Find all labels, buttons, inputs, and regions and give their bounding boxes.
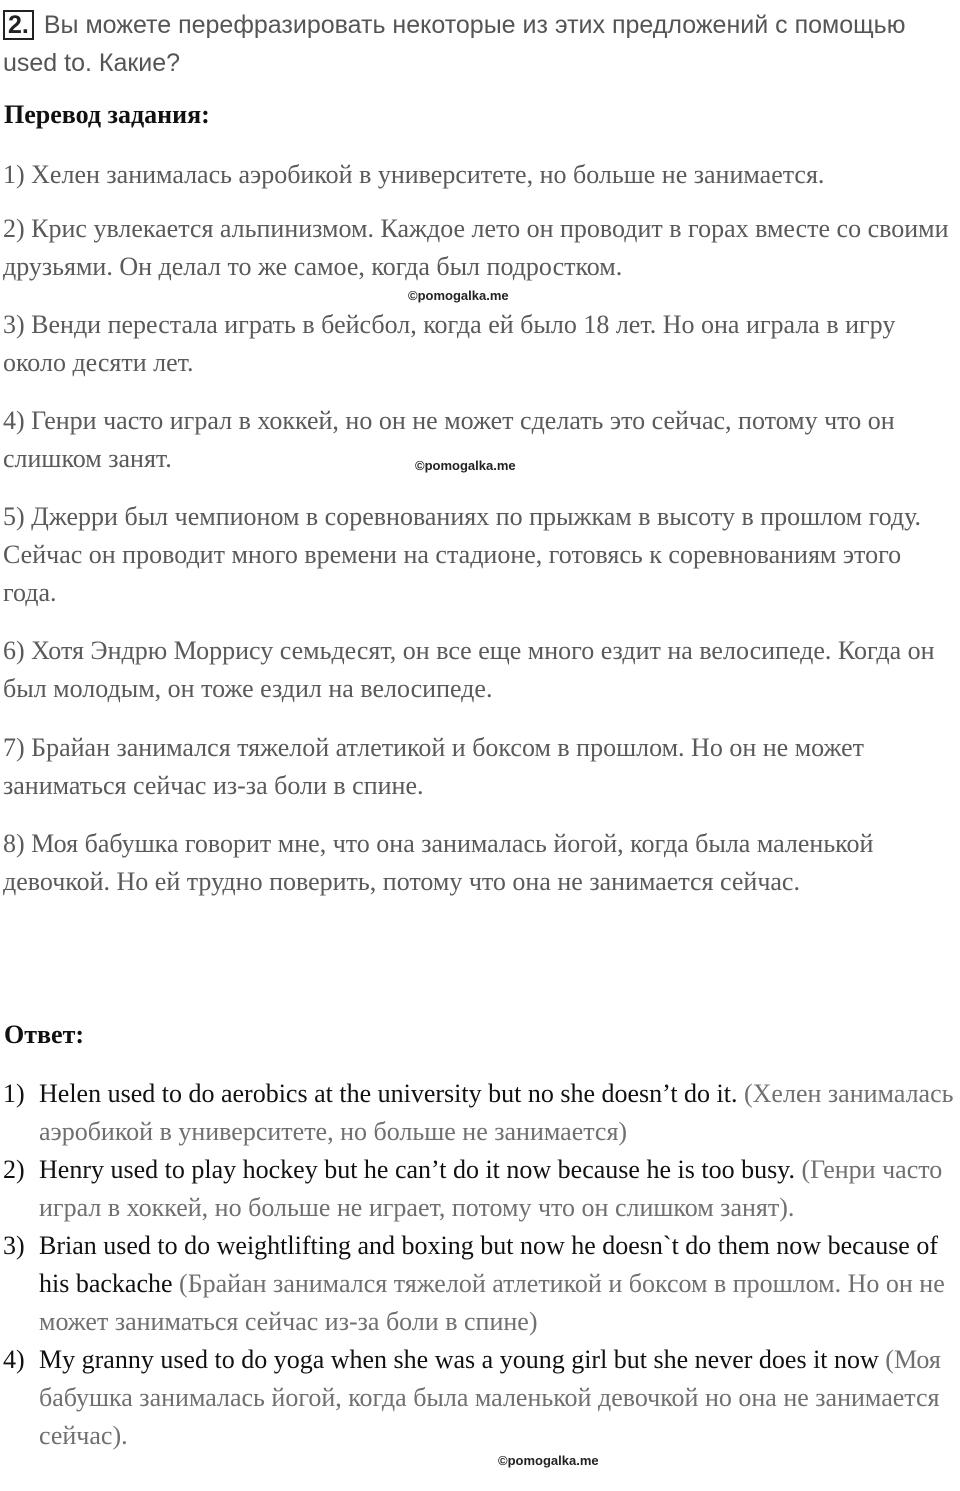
answer-number: 2) [3,1155,25,1184]
answer-english: Brian used to do weightlifting and boxing but now he doesn`t do them now because of his backache [39,1231,939,1298]
answer-number: 1) [3,1079,25,1108]
answer-number: 4) [3,1345,25,1374]
translation-item-3: 3) Венди перестала играть в бейсбол, когда ей было 18 лет. Но она играла в игру около десяти лет. [3,310,896,377]
watermark: ©pomogalka.me [498,1453,599,1468]
answer-russian: (Хелен занималась аэробикой в университете, но больше не занимается) [39,1079,954,1146]
answer-english: My granny used to do yoga when she was a young girl but she never does it now [39,1345,879,1374]
task-number: 2. [3,10,34,40]
answer-heading: Ответ: [4,1020,85,1049]
translation-item-5: 5) Джерри был чемпионом в соревнованиях по прыжкам в высоту в прошлом году. Сейчас он проводит много времени на стадионе, готовясь к соревнованиям этого года. [3,502,921,607]
answer-list [3,1075,958,1455]
answer-english: Helen used to do aerobics at the university but no she doesn’t do it. [39,1079,738,1108]
answer-item [3,1227,958,1341]
answer-english: Henry used to play hockey but he can’t do it now because he is too busy. [39,1155,795,1184]
translation-item-8: 8) Моя бабушка говорит мне, что она занималась йогой, когда была маленькой девочкой. Но ей трудно поверить, потому что она не занимается сейчас. [3,829,874,896]
translation-item-4: 4) Генри часто играл в хоккей, но он не может сделать это сейчас, потому что он слишком занят. [3,406,895,473]
translation-item-2: 2) Крис увлекается альпинизмом. Каждое лето он проводит в горах вместе со своими друзьями. Он делал то же самое, когда был подростком. [3,214,949,281]
answer-item [3,1075,958,1151]
watermark: ©pomogalka.me [408,288,509,303]
answer-item [3,1151,958,1227]
task-statement [3,6,953,82]
watermark: ©pomogalka.me [415,458,516,473]
translation-item-7: 7) Брайан занимался тяжелой атлетикой и боксом в прошлом. Но он не может заниматься сейчас из-за боли в спине. [3,733,865,800]
answer-number: 3) [3,1231,25,1260]
translation-item-1: 1) Хелен занималась аэробикой в университете, но больше не занимается. [3,160,825,189]
answer-russian: (Брайан занимался тяжелой атлетикой и боксом в прошлом. Но он не может заниматься сейчас из-за боли в спине) [39,1269,945,1336]
translation-item-6: 6) Хотя Эндрю Моррису семьдесят, он все еще много ездит на велосипеде. Когда он был молодым, он тоже ездил на велосипеде. [3,636,935,703]
answer-russian: (Моя бабушка занималась йогой, когда была маленькой девочкой но она не занимается сейчас). [39,1345,941,1450]
translation-heading: Перевод задания: [4,100,210,129]
answer-item [3,1341,958,1455]
answer-russian: (Генри часто играл в хоккей, но больше не играет, потому что он слишком занят). [39,1155,943,1222]
task-text: Вы можете перефразировать некоторые из этих предложений с помощью used to. Какие? [3,11,906,77]
